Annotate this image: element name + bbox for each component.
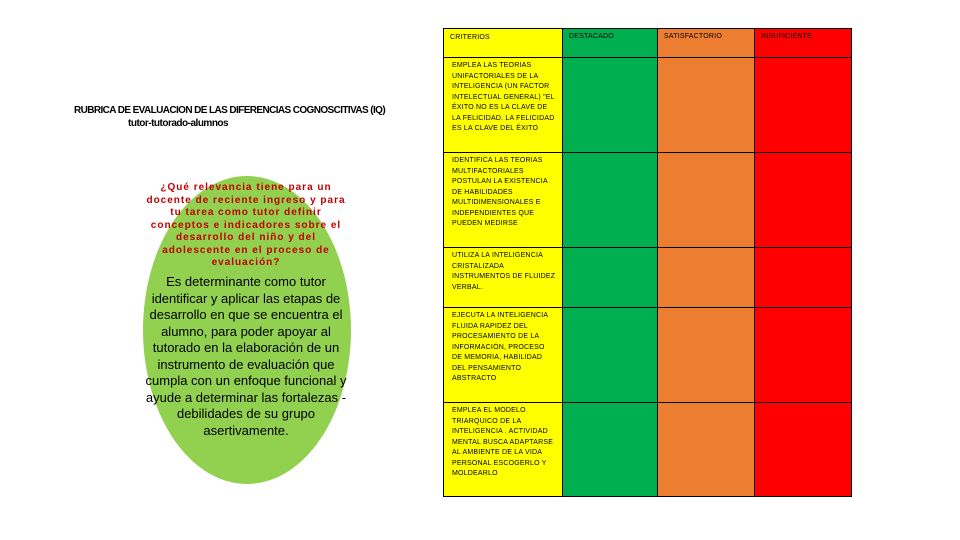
header-destacado: DESTACADO [563, 29, 658, 58]
criterion-cristalizada: UTILIZA LA INTELIGENCIA CRISTALIZADA INSTRUMENTOS DE FLUIDEZ VERBAL. [444, 248, 563, 308]
cell-satisfactorio[interactable] [658, 153, 755, 248]
table-row [444, 153, 852, 248]
cell-satisfactorio[interactable] [658, 403, 755, 497]
cell-satisfactorio[interactable] [658, 58, 755, 153]
rubric-title-main: RUBRICA DE EVALUACION DE LAS DIFERENCIAS COGNOSCITIVAS (IQ) [74, 105, 386, 116]
cell-destacado[interactable] [563, 248, 658, 308]
rubric-table [443, 28, 852, 497]
criterion-fluida: EJECUTA LA INTELIGENCIA FLUIDA RAPIDEZ DEL PROCESAMIENTO DE LA INFORMACIÓN, PROCESO DE MEMORIA, HABILIDAD DEL PENSAMIENTO ABSTRACTO [444, 308, 563, 403]
header-insuficiente: INSUFICIENTE [755, 29, 852, 58]
table-row [444, 58, 852, 153]
table-row [444, 403, 852, 497]
cell-destacado[interactable] [563, 308, 658, 403]
cell-destacado[interactable] [563, 58, 658, 153]
header-satisfactorio: SATISFACTORIO [658, 29, 755, 58]
cell-destacado[interactable] [563, 153, 658, 248]
answer-text: Es determinante como tutor identificar y aplicar las etapas de desarrollo en que se encuentra el alumno, para poder apoyar al tutorado en la elaboración de un instrumento de evaluación que cumpla con un enfoque funcional y ayude a determinar las fortalezas - debilidades de su grupo asertivamente. [145, 274, 347, 438]
table-row [444, 308, 852, 403]
header-criterios: CRITERIOS [444, 29, 563, 58]
rubric-title-sub: tutor-tutorado-alumnos [128, 118, 229, 129]
rubric-title [74, 104, 434, 130]
cell-insuficiente[interactable] [755, 58, 852, 153]
cell-destacado[interactable] [563, 403, 658, 497]
criterion-triarquico: EMPLEA EL MODELO TRIARQUICO DE LA INTELIGENCIA . ACTIVIDAD MENTAL BUSCA ADAPTARSE AL AMBIENTE DE LA VIDA PERSONAL ESCOGERLO Y MOLDEARLO [444, 403, 563, 497]
criterion-unifactoriales: EMPLEA LAS TEORIAS UNIFACTORIALES DE LA INTELIGENCIA (UN FACTOR INTELECTUAL GENERAL) "EL ÉXITO NO ES LA CLAVE DE LA FELICIDAD. LA FELICIDAD ES LA CLAVE DEL ÉXITO [444, 58, 563, 153]
table-header-row [444, 29, 852, 58]
criterion-multifactoriales: IDENTIFICA LAS TEORIAS MULTIFACTORIALES POSTULAN LA EXISTENCIA DE HABILIDADES MULTIDIMENSIONALES E INDEPENDIENTES QUE PUEDEN MEDIRSE [444, 153, 563, 248]
cell-insuficiente[interactable] [755, 403, 852, 497]
cell-insuficiente[interactable] [755, 153, 852, 248]
question-text: ¿Qué relevancia tiene para un docente de reciente ingreso y para tu tarea como tutor definir conceptos e indicadores sobre el desarrollo del niño y del adolescente en el proceso de evaluación? [146, 182, 346, 268]
cell-satisfactorio[interactable] [658, 248, 755, 308]
cell-insuficiente[interactable] [755, 308, 852, 403]
cell-satisfactorio[interactable] [658, 308, 755, 403]
cell-insuficiente[interactable] [755, 248, 852, 308]
table-row [444, 248, 852, 308]
